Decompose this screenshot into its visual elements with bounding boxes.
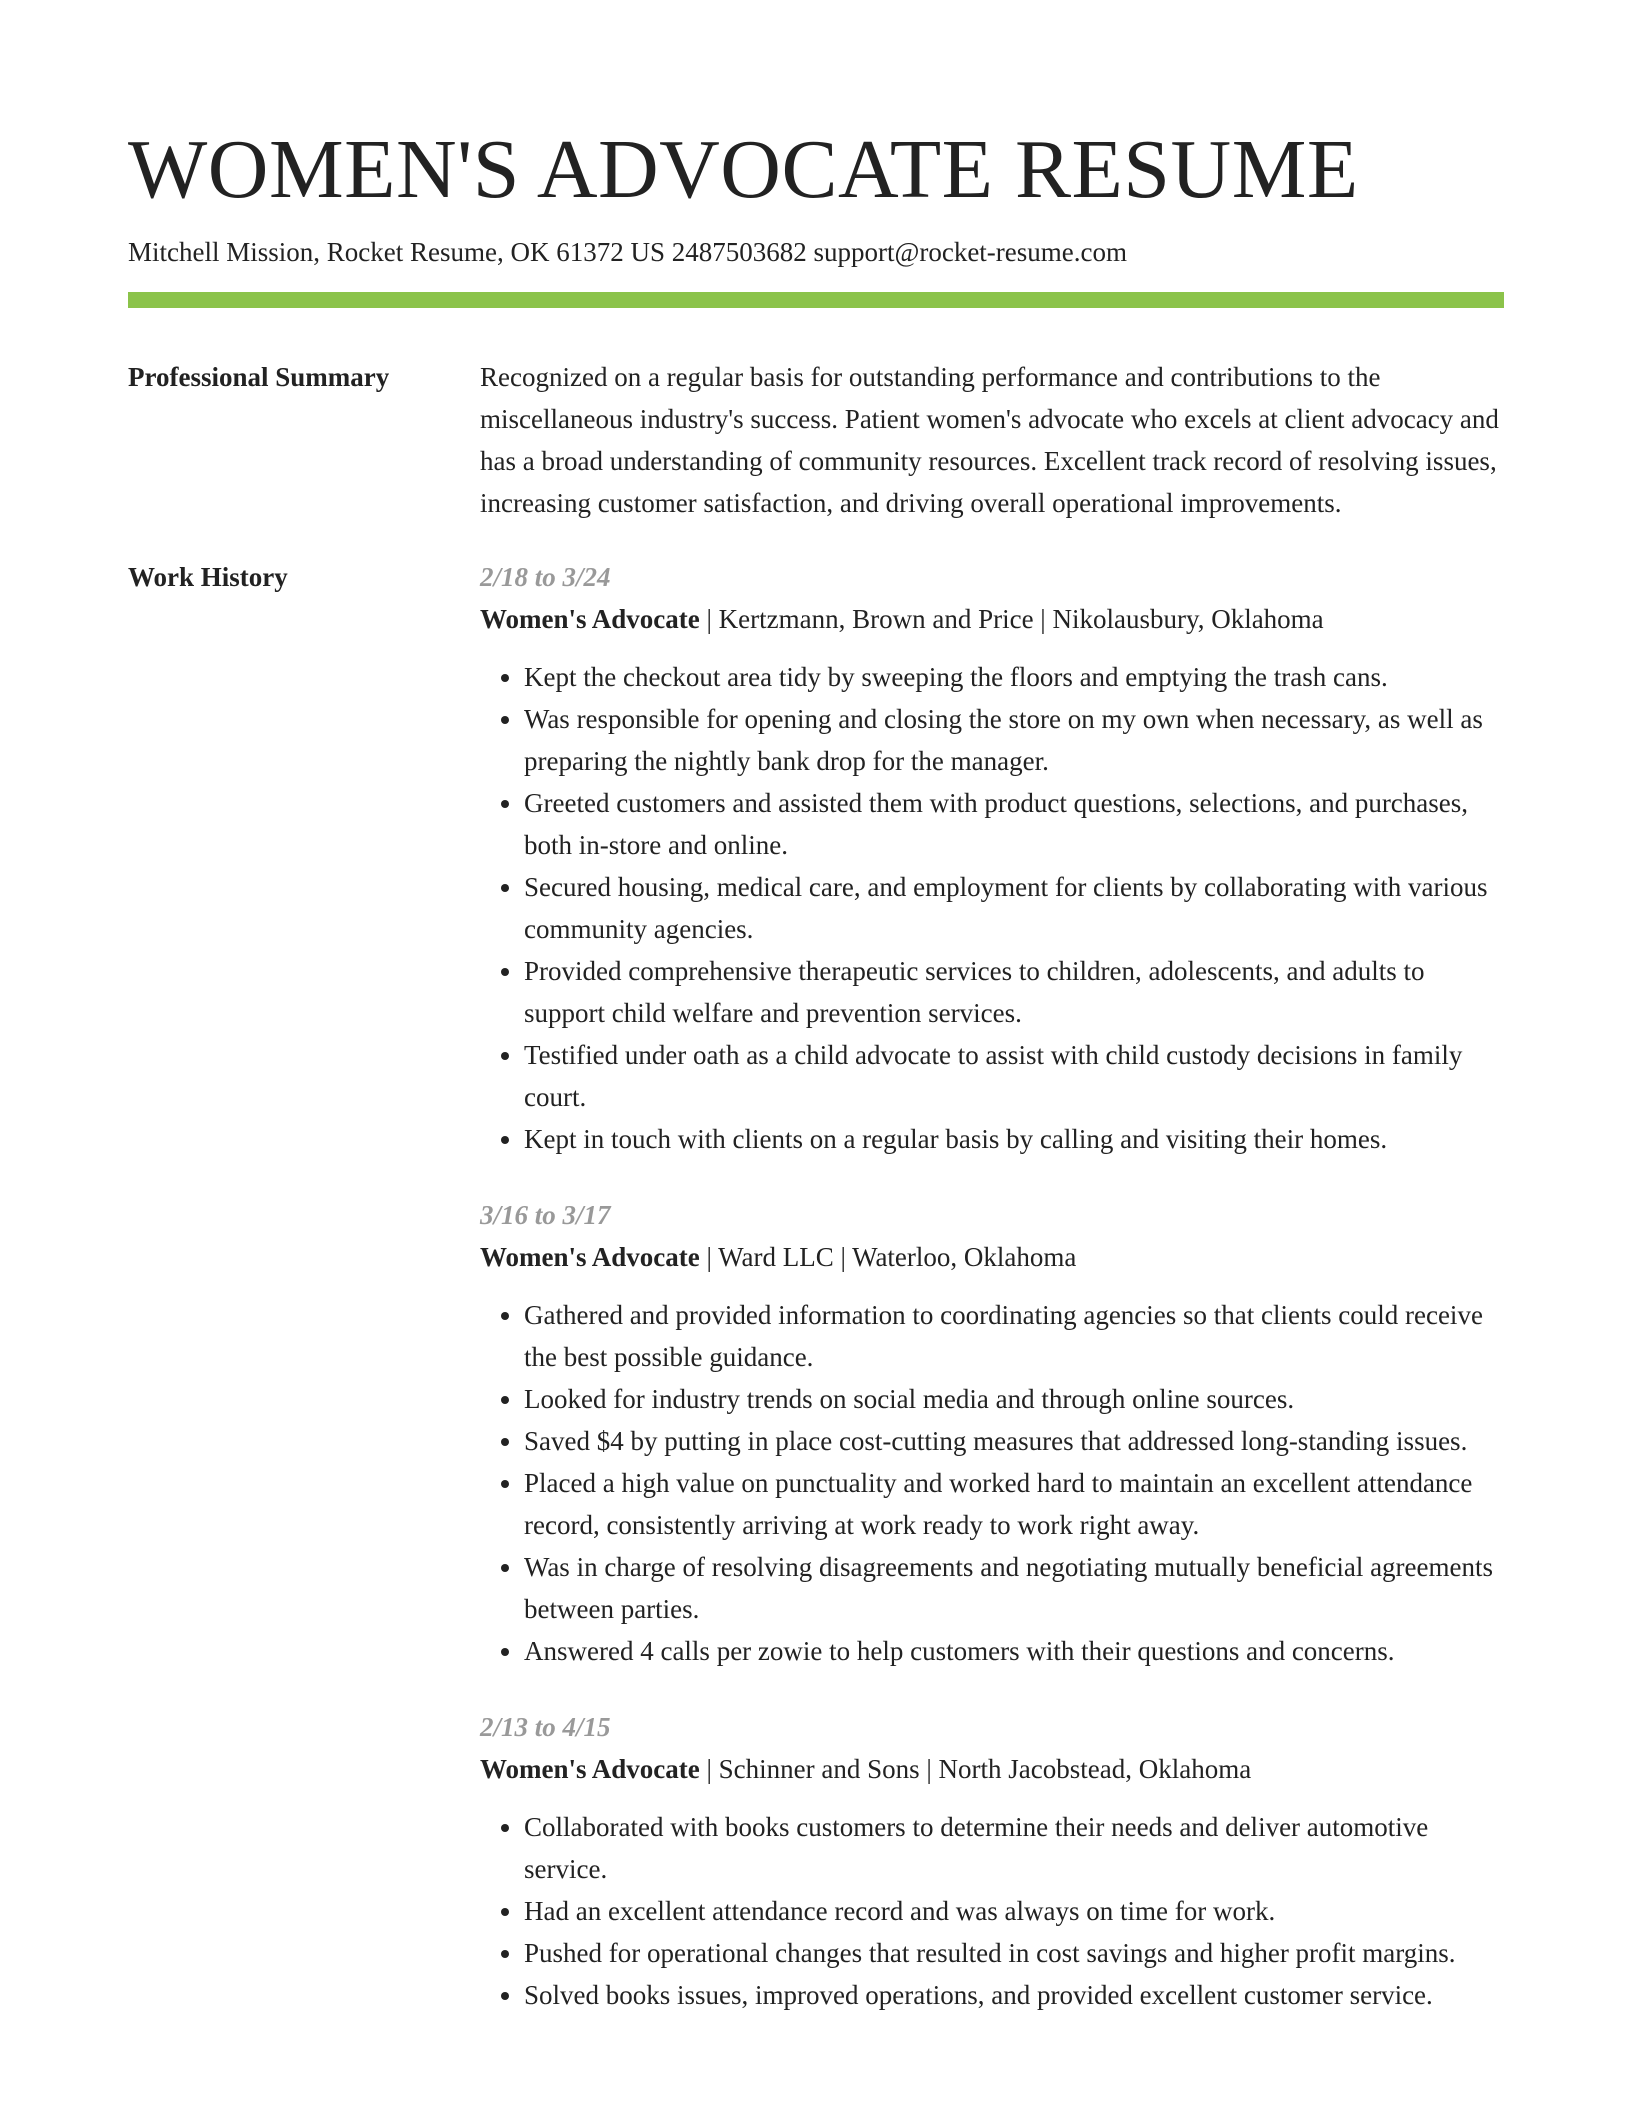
summary-text: Recognized on a regular basis for outstanding performance and contributions to the miscellaneous industry's success. Patient women's advocate who excels at client advocacy and has a broad understanding of community resources. Excellent track record of resolving issues, increasing customer satisfaction, and driving overall operational improvements. <box>480 362 1499 518</box>
job-bullet: • Gathered and provided information to coordinating agencies so that clients could receive the best possible guidance. <box>524 1294 1504 1378</box>
header-divider <box>128 292 1504 308</box>
job-heading <box>480 1748 1504 1790</box>
job-bullet: • Kept the checkout area tidy by sweeping the floors and emptying the trash cans. <box>524 656 1504 698</box>
job-bullet: • Had an excellent attendance record and was always on time for work. <box>524 1890 1504 1932</box>
resume-page <box>128 120 1504 2050</box>
job-heading <box>480 1236 1504 1278</box>
job-bullet: • Greeted customers and assisted them with product questions, selections, and purchases, both in-store and online. <box>524 782 1504 866</box>
job-bullet: • Testified under oath as a child advocate to assist with child custody decisions in family court. <box>524 1034 1504 1118</box>
job-bullet: • Placed a high value on punctuality and worked hard to maintain an excellent attendance record, consistently arriving at work ready to work right away. <box>524 1462 1504 1546</box>
work-history-body <box>480 556 1504 2050</box>
job-bullet: • Secured housing, medical care, and employment for clients by collaborating with various community agencies. <box>524 866 1504 950</box>
job-bullet-list <box>480 1294 1504 1672</box>
job-employer-location: | Ward LLC | Waterloo, Oklahoma <box>699 1242 1077 1272</box>
job-bullet: • Provided comprehensive therapeutic services to children, adolescents, and adults to support child welfare and prevention services. <box>524 950 1504 1034</box>
job-bullet: • Was in charge of resolving disagreements and negotiating mutually beneficial agreements between parties. <box>524 1546 1504 1630</box>
resume-title: WOMEN'S ADVOCATE RESUME <box>128 123 1359 216</box>
work-history-section <box>128 556 1504 2050</box>
job-bullet: • Pushed for operational changes that resulted in cost savings and higher profit margins. <box>524 1932 1504 1974</box>
section-label-work: Work History <box>128 562 288 592</box>
job-bullet: • Looked for industry trends on social media and through online sources. <box>524 1378 1504 1420</box>
job-dates: 3/16 to 3/17 <box>480 1200 611 1230</box>
job-bullet: • Solved books issues, improved operations, and provided excellent customer service. <box>524 1974 1504 2016</box>
job-bullet: • Was responsible for opening and closing the store on my own when necessary, as well as preparing the nightly bank drop for the manager. <box>524 698 1504 782</box>
contact-line: Mitchell Mission, Rocket Resume, OK 61372 US 2487503682 support@rocket-resume.com <box>128 237 1127 267</box>
section-label-summary: Professional Summary <box>128 362 390 392</box>
summary-body <box>480 356 1504 524</box>
job-employer-location: | Schinner and Sons | North Jacobstead, Oklahoma <box>699 1754 1252 1784</box>
job-bullet-list <box>480 1806 1504 2016</box>
job-employer-location: | Kertzmann, Brown and Price | Nikolausbury, Oklahoma <box>699 604 1324 634</box>
job-entry <box>480 556 1504 1160</box>
job-role: Women's Advocate <box>480 1754 700 1784</box>
job-dates: 2/18 to 3/24 <box>480 562 611 592</box>
job-role: Women's Advocate <box>480 604 700 634</box>
job-bullet: • Saved $4 by putting in place cost-cutting measures that addressed long-standing issues. <box>524 1420 1504 1462</box>
job-bullet: • Answered 4 calls per zowie to help customers with their questions and concerns. <box>524 1630 1504 1672</box>
job-entry <box>480 1706 1504 2016</box>
professional-summary-section <box>128 356 1504 524</box>
job-heading <box>480 598 1504 640</box>
job-entry <box>480 1194 1504 1672</box>
job-role: Women's Advocate <box>480 1242 700 1272</box>
job-dates: 2/13 to 4/15 <box>480 1712 611 1742</box>
job-bullet-list <box>480 656 1504 1160</box>
job-bullet: • Collaborated with books customers to determine their needs and deliver automotive service. <box>524 1806 1504 1890</box>
job-bullet: • Kept in touch with clients on a regular basis by calling and visiting their homes. <box>524 1118 1504 1160</box>
